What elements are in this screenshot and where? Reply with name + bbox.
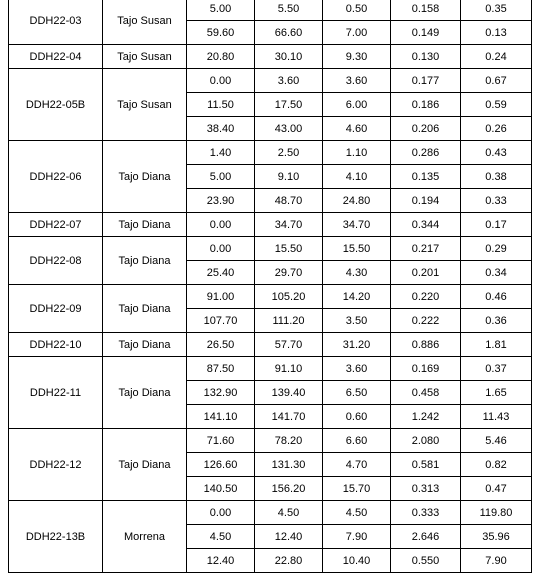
- value-a-cell: 0.217: [391, 237, 461, 261]
- table-row: [9, 285, 532, 309]
- to-cell: 15.50: [255, 237, 323, 261]
- value-a-cell: 0.313: [391, 477, 461, 501]
- value-b-cell: 0.67: [461, 69, 532, 93]
- value-b-cell: 11.43: [461, 405, 532, 429]
- to-cell: 105.20: [255, 285, 323, 309]
- value-a-cell: 1.242: [391, 405, 461, 429]
- value-a-cell: 0.186: [391, 93, 461, 117]
- to-cell: 131.30: [255, 453, 323, 477]
- value-a-cell: 0.581: [391, 453, 461, 477]
- value-b-cell: 7.90: [461, 549, 532, 573]
- interval-cell: 4.50: [323, 501, 391, 525]
- value-a-cell: 2.080: [391, 429, 461, 453]
- from-cell: 5.00: [187, 165, 255, 189]
- zone-cell: Tajo Diana: [103, 357, 187, 429]
- from-cell: 91.00: [187, 285, 255, 309]
- value-a-cell: 0.333: [391, 501, 461, 525]
- to-cell: 3.60: [255, 69, 323, 93]
- value-a-cell: 0.222: [391, 309, 461, 333]
- value-b-cell: 0.29: [461, 237, 532, 261]
- to-cell: 139.40: [255, 381, 323, 405]
- zone-cell: Tajo Diana: [103, 237, 187, 285]
- value-a-cell: 0.550: [391, 549, 461, 573]
- value-b-cell: 0.24: [461, 45, 532, 69]
- to-cell: 156.20: [255, 477, 323, 501]
- value-a-cell: 0.286: [391, 141, 461, 165]
- hole-id-cell: DDH22-10: [9, 333, 103, 357]
- from-cell: 141.10: [187, 405, 255, 429]
- from-cell: 126.60: [187, 453, 255, 477]
- value-b-cell: 0.36: [461, 309, 532, 333]
- zone-cell: Tajo Diana: [103, 213, 187, 237]
- interval-cell: 3.50: [323, 309, 391, 333]
- hole-id-cell: DDH22-11: [9, 357, 103, 429]
- drill-results-table-container: [8, 0, 531, 573]
- hole-id-cell: DDH22-09: [9, 285, 103, 333]
- value-b-cell: 1.81: [461, 333, 532, 357]
- hole-id-cell: DDH22-13B: [9, 501, 103, 573]
- value-b-cell: 0.46: [461, 285, 532, 309]
- to-cell: 48.70: [255, 189, 323, 213]
- zone-cell: Tajo Susan: [103, 45, 187, 69]
- value-b-cell: 0.59: [461, 93, 532, 117]
- value-b-cell: 0.13: [461, 21, 532, 45]
- interval-cell: 6.00: [323, 93, 391, 117]
- from-cell: 26.50: [187, 333, 255, 357]
- from-cell: 107.70: [187, 309, 255, 333]
- from-cell: 12.40: [187, 549, 255, 573]
- table-row: [9, 45, 532, 69]
- value-b-cell: 0.26: [461, 117, 532, 141]
- to-cell: 9.10: [255, 165, 323, 189]
- to-cell: 4.50: [255, 501, 323, 525]
- value-b-cell: 35.96: [461, 525, 532, 549]
- to-cell: 22.80: [255, 549, 323, 573]
- hole-id-cell: DDH22-07: [9, 213, 103, 237]
- value-b-cell: 0.17: [461, 213, 532, 237]
- to-cell: 30.10: [255, 45, 323, 69]
- value-a-cell: 0.194: [391, 189, 461, 213]
- from-cell: 132.90: [187, 381, 255, 405]
- zone-cell: Morrena: [103, 501, 187, 573]
- value-b-cell: 0.43: [461, 141, 532, 165]
- interval-cell: 0.50: [323, 0, 391, 21]
- value-b-cell: 0.35: [461, 0, 532, 21]
- interval-cell: 4.70: [323, 453, 391, 477]
- table-row: [9, 333, 532, 357]
- to-cell: 91.10: [255, 357, 323, 381]
- to-cell: 2.50: [255, 141, 323, 165]
- to-cell: 17.50: [255, 93, 323, 117]
- table-row: [9, 213, 532, 237]
- to-cell: 12.40: [255, 525, 323, 549]
- value-b-cell: 0.33: [461, 189, 532, 213]
- interval-cell: 15.50: [323, 237, 391, 261]
- value-a-cell: 0.158: [391, 0, 461, 21]
- from-cell: 38.40: [187, 117, 255, 141]
- from-cell: 4.50: [187, 525, 255, 549]
- value-a-cell: 0.177: [391, 69, 461, 93]
- zone-cell: Tajo Susan: [103, 0, 187, 45]
- value-b-cell: 0.47: [461, 477, 532, 501]
- table-row: [9, 141, 532, 165]
- drill-results-table: [8, 0, 532, 573]
- to-cell: 141.70: [255, 405, 323, 429]
- hole-id-cell: DDH22-06: [9, 141, 103, 213]
- from-cell: 11.50: [187, 93, 255, 117]
- interval-cell: 4.10: [323, 165, 391, 189]
- interval-cell: 4.30: [323, 261, 391, 285]
- to-cell: 34.70: [255, 213, 323, 237]
- to-cell: 43.00: [255, 117, 323, 141]
- from-cell: 87.50: [187, 357, 255, 381]
- hole-id-cell: DDH22-12: [9, 429, 103, 501]
- value-b-cell: 1.65: [461, 381, 532, 405]
- table-row: [9, 501, 532, 525]
- from-cell: 5.00: [187, 0, 255, 21]
- hole-id-cell: DDH22-03: [9, 0, 103, 45]
- to-cell: 111.20: [255, 309, 323, 333]
- value-a-cell: 0.169: [391, 357, 461, 381]
- from-cell: 1.40: [187, 141, 255, 165]
- interval-cell: 6.50: [323, 381, 391, 405]
- from-cell: 140.50: [187, 477, 255, 501]
- interval-cell: 7.00: [323, 21, 391, 45]
- to-cell: 5.50: [255, 0, 323, 21]
- value-a-cell: 0.201: [391, 261, 461, 285]
- to-cell: 57.70: [255, 333, 323, 357]
- value-a-cell: 0.130: [391, 45, 461, 69]
- value-a-cell: 0.458: [391, 381, 461, 405]
- from-cell: 25.40: [187, 261, 255, 285]
- value-a-cell: 0.220: [391, 285, 461, 309]
- from-cell: 0.00: [187, 69, 255, 93]
- interval-cell: 6.60: [323, 429, 391, 453]
- value-a-cell: 0.206: [391, 117, 461, 141]
- value-b-cell: 0.34: [461, 261, 532, 285]
- zone-cell: Tajo Diana: [103, 285, 187, 333]
- to-cell: 66.60: [255, 21, 323, 45]
- table-row: [9, 237, 532, 261]
- interval-cell: 3.60: [323, 69, 391, 93]
- interval-cell: 10.40: [323, 549, 391, 573]
- from-cell: 0.00: [187, 237, 255, 261]
- table-row: [9, 0, 532, 21]
- value-b-cell: 0.37: [461, 357, 532, 381]
- zone-cell: Tajo Susan: [103, 69, 187, 141]
- zone-cell: Tajo Diana: [103, 141, 187, 213]
- value-b-cell: 5.46: [461, 429, 532, 453]
- value-b-cell: 119.80: [461, 501, 532, 525]
- from-cell: 71.60: [187, 429, 255, 453]
- zone-cell: Tajo Diana: [103, 429, 187, 501]
- to-cell: 29.70: [255, 261, 323, 285]
- interval-cell: 7.90: [323, 525, 391, 549]
- zone-cell: Tajo Diana: [103, 333, 187, 357]
- value-a-cell: 0.886: [391, 333, 461, 357]
- value-b-cell: 0.82: [461, 453, 532, 477]
- interval-cell: 0.60: [323, 405, 391, 429]
- to-cell: 78.20: [255, 429, 323, 453]
- interval-cell: 24.80: [323, 189, 391, 213]
- hole-id-cell: DDH22-08: [9, 237, 103, 285]
- from-cell: 0.00: [187, 501, 255, 525]
- interval-cell: 34.70: [323, 213, 391, 237]
- from-cell: 59.60: [187, 21, 255, 45]
- table-row: [9, 429, 532, 453]
- table-row: [9, 69, 532, 93]
- table-body: [9, 0, 532, 573]
- interval-cell: 15.70: [323, 477, 391, 501]
- value-a-cell: 2.646: [391, 525, 461, 549]
- interval-cell: 14.20: [323, 285, 391, 309]
- value-b-cell: 0.38: [461, 165, 532, 189]
- hole-id-cell: DDH22-04: [9, 45, 103, 69]
- from-cell: 20.80: [187, 45, 255, 69]
- interval-cell: 9.30: [323, 45, 391, 69]
- interval-cell: 3.60: [323, 357, 391, 381]
- from-cell: 23.90: [187, 189, 255, 213]
- interval-cell: 31.20: [323, 333, 391, 357]
- interval-cell: 1.10: [323, 141, 391, 165]
- value-a-cell: 0.344: [391, 213, 461, 237]
- from-cell: 0.00: [187, 213, 255, 237]
- value-a-cell: 0.149: [391, 21, 461, 45]
- hole-id-cell: DDH22-05B: [9, 69, 103, 141]
- value-a-cell: 0.135: [391, 165, 461, 189]
- interval-cell: 4.60: [323, 117, 391, 141]
- table-row: [9, 357, 532, 381]
